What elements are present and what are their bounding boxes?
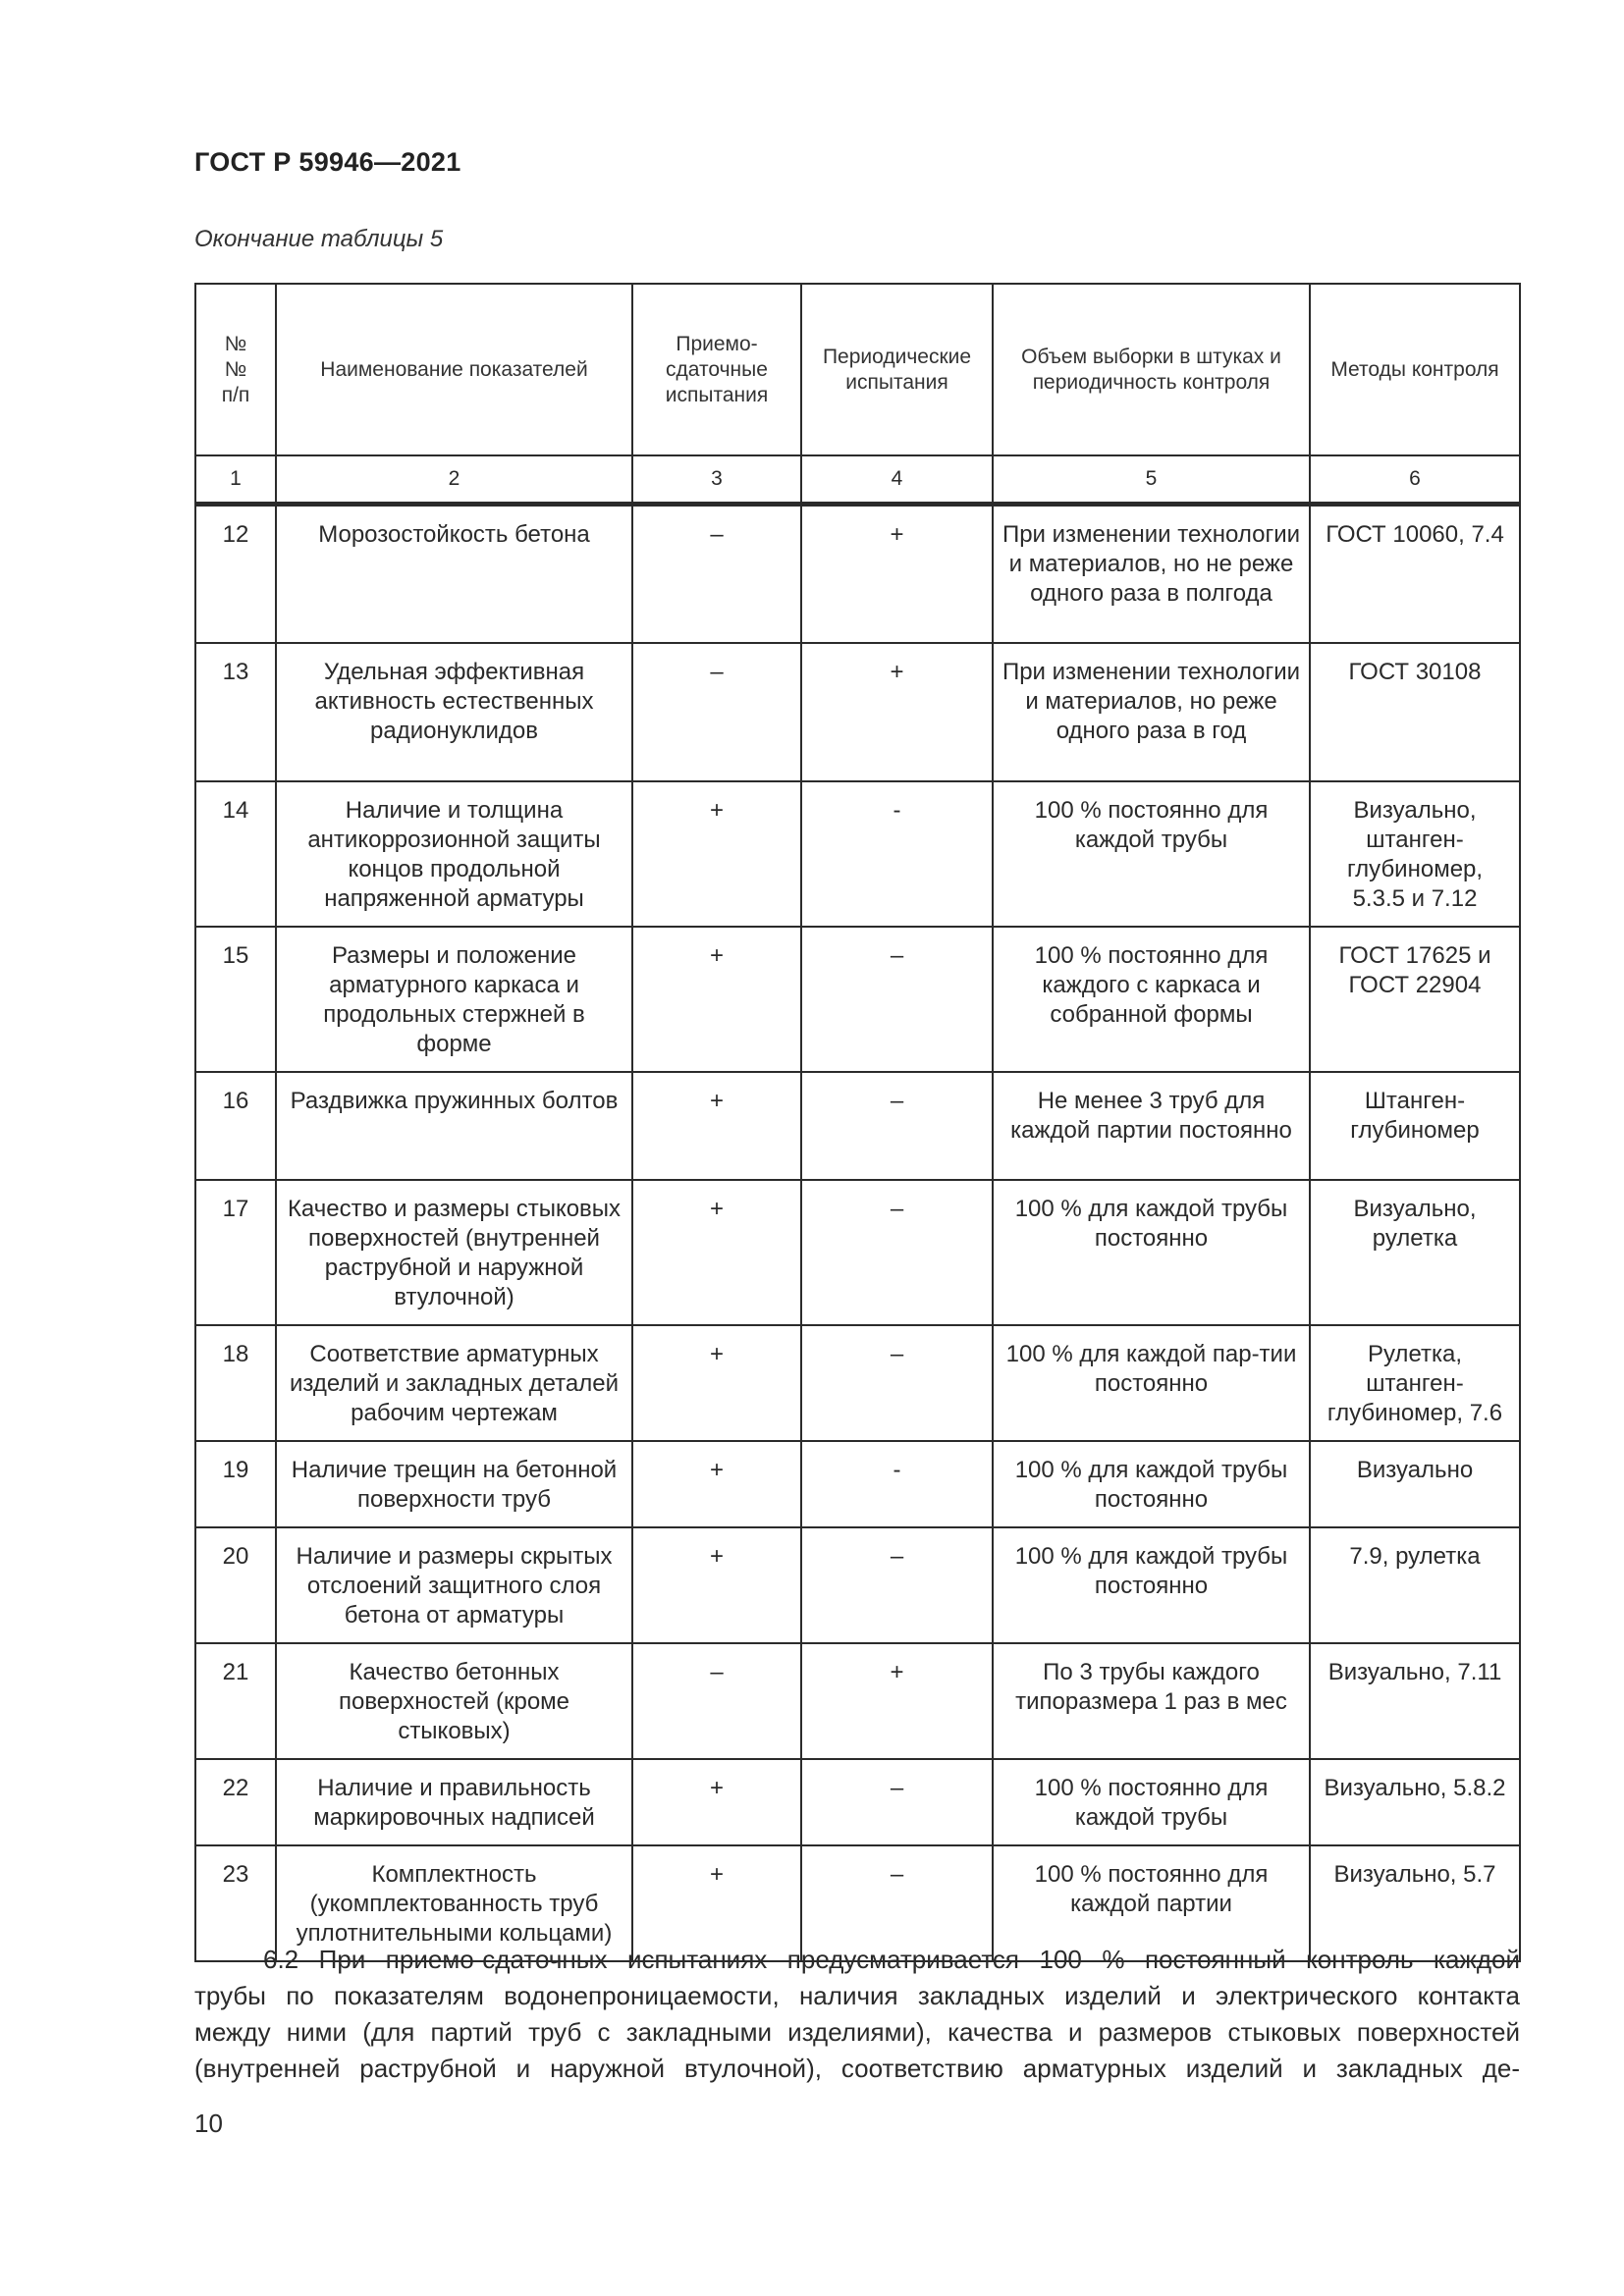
document-code: ГОСТ Р 59946—2021	[194, 147, 461, 177]
acceptance-test: +	[632, 781, 801, 927]
indicator-name: Комплектность (укомплектованность труб уплотнительными кольцами)	[276, 1845, 632, 1961]
header-cell: Объем выборки в штуках и периодичность контроля	[993, 284, 1310, 455]
table-row	[195, 505, 1520, 643]
indicator-name: Качество и размеры стыковых поверхностей (внутренней раструбной и наружной втулочной)	[276, 1180, 632, 1325]
table-row	[195, 1527, 1520, 1643]
control-methods: ГОСТ 10060, 7.4	[1310, 505, 1520, 643]
row-number: 15	[195, 927, 276, 1072]
row-number: 17	[195, 1180, 276, 1325]
periodic-test: +	[801, 643, 993, 781]
column-number: 4	[801, 455, 993, 505]
column-number: 5	[993, 455, 1310, 505]
column-number-row	[195, 455, 1520, 505]
periodic-test: –	[801, 1072, 993, 1180]
row-number: 23	[195, 1845, 276, 1961]
periodic-test: -	[801, 781, 993, 927]
indicator-name: Качество бетонных поверхностей (кроме стыковых)	[276, 1643, 632, 1759]
sample-size: Не менее 3 труб для каждой партии постоянно	[993, 1072, 1310, 1180]
table-header-row	[195, 284, 1520, 455]
periodic-test: –	[801, 1527, 993, 1643]
table-row	[195, 1180, 1520, 1325]
row-number: 20	[195, 1527, 276, 1643]
control-methods: ГОСТ 30108	[1310, 643, 1520, 781]
acceptance-test: +	[632, 1180, 801, 1325]
indicator-name: Соответствие арматурных изделий и закладных деталей рабочим чертежам	[276, 1325, 632, 1441]
sample-size: 100 % постоянно для каждой трубы	[993, 1759, 1310, 1845]
control-methods: Визуально, 5.8.2	[1310, 1759, 1520, 1845]
periodic-test: –	[801, 1180, 993, 1325]
header-cell: №№ п/п	[195, 284, 276, 455]
inspection-table	[194, 283, 1521, 1962]
periodic-test: +	[801, 1643, 993, 1759]
sample-size: 100 % для каждой трубы постоянно	[993, 1527, 1310, 1643]
control-methods: Визуально, 7.11	[1310, 1643, 1520, 1759]
column-number: 6	[1310, 455, 1520, 505]
indicator-name: Удельная эффективная активность естественных радионуклидов	[276, 643, 632, 781]
row-number: 19	[195, 1441, 276, 1527]
sample-size: 100 % для каждой пар-тии постоянно	[993, 1325, 1310, 1441]
sample-size: 100 % постоянно для каждого с каркаса и собранной формы	[993, 927, 1310, 1072]
paragraph-line: 6.2 При приемо-сдаточных испытаниях предусматривается 100 % постоянный контроль каждой	[263, 1945, 1520, 1974]
control-methods: Штанген-глубиномер	[1310, 1072, 1520, 1180]
periodic-test: -	[801, 1441, 993, 1527]
row-number: 16	[195, 1072, 276, 1180]
sample-size: 100 % для каждой трубы постоянно	[993, 1441, 1310, 1527]
sample-size: 100 % постоянно для каждой партии	[993, 1845, 1310, 1961]
header-cell: Методы контроля	[1310, 284, 1520, 455]
periodic-test: –	[801, 927, 993, 1072]
header-cell: Наименование показателей	[276, 284, 632, 455]
acceptance-test: –	[632, 505, 801, 643]
table-row	[195, 1643, 1520, 1759]
row-number: 12	[195, 505, 276, 643]
row-number: 18	[195, 1325, 276, 1441]
control-methods: Рулетка, штанген-глубиномер, 7.6	[1310, 1325, 1520, 1441]
acceptance-test: –	[632, 1643, 801, 1759]
header-cell: Приемо-сдаточные испытания	[632, 284, 801, 455]
sample-size: По 3 трубы каждого типоразмера 1 раз в мес	[993, 1643, 1310, 1759]
acceptance-test: –	[632, 643, 801, 781]
row-number: 13	[195, 643, 276, 781]
table-caption: Окончание таблицы 5	[194, 226, 444, 252]
acceptance-test: +	[632, 1759, 801, 1845]
page-number: 10	[194, 2109, 223, 2138]
periodic-test: –	[801, 1759, 993, 1845]
acceptance-test: +	[632, 1325, 801, 1441]
table-row	[195, 1072, 1520, 1180]
indicator-name: Наличие трещин на бетонной поверхности труб	[276, 1441, 632, 1527]
column-number: 3	[632, 455, 801, 505]
row-number: 14	[195, 781, 276, 927]
sample-size: При изменении технологии и материалов, но реже одного раза в год	[993, 643, 1310, 781]
periodic-test: –	[801, 1325, 993, 1441]
column-number: 1	[195, 455, 276, 505]
control-methods: ГОСТ 17625 и ГОСТ 22904	[1310, 927, 1520, 1072]
table-row	[195, 781, 1520, 927]
acceptance-test: +	[632, 1527, 801, 1643]
control-methods: 7.9, рулетка	[1310, 1527, 1520, 1643]
table-row	[195, 1759, 1520, 1845]
acceptance-test: +	[632, 1845, 801, 1961]
paragraph-line: (внутренней раструбной и наружной втулочной), соответствию арматурных изделий и закладных де-	[194, 2054, 1520, 2083]
control-methods: Визуально, рулетка	[1310, 1180, 1520, 1325]
acceptance-test: +	[632, 1441, 801, 1527]
sample-size: При изменении технологии и материалов, но не реже одного раза в полгода	[993, 505, 1310, 643]
periodic-test: +	[801, 505, 993, 643]
control-methods: Визуально, штанген-глубиномер, 5.3.5 и 7.12	[1310, 781, 1520, 927]
table-row	[195, 927, 1520, 1072]
indicator-name: Наличие и толщина антикоррозионной защиты концов продольной напряженной арматуры	[276, 781, 632, 927]
indicator-name: Наличие и размеры скрытых отслоений защитного слоя бетона от арматуры	[276, 1527, 632, 1643]
sample-size: 100 % постоянно для каждой трубы	[993, 781, 1310, 927]
paragraph-line: трубы по показателям водонепроницаемости, наличия закладных изделий и электрического контакта	[194, 1981, 1520, 2010]
table-row	[195, 1325, 1520, 1441]
indicator-name: Размеры и положение арматурного каркаса и продольных стержней в форме	[276, 927, 632, 1072]
paragraph-6-2	[194, 1942, 1520, 2087]
row-number: 22	[195, 1759, 276, 1845]
control-methods: Визуально, 5.7	[1310, 1845, 1520, 1961]
indicator-name: Раздвижка пружинных болтов	[276, 1072, 632, 1180]
table-row	[195, 643, 1520, 781]
acceptance-test: +	[632, 1072, 801, 1180]
acceptance-test: +	[632, 927, 801, 1072]
paragraph-line: между ними (для партий труб с закладными изделиями), качества и размеров стыковых поверхностей	[194, 2017, 1520, 2047]
table-row	[195, 1441, 1520, 1527]
periodic-test: –	[801, 1845, 993, 1961]
row-number: 21	[195, 1643, 276, 1759]
sample-size: 100 % для каждой трубы постоянно	[993, 1180, 1310, 1325]
control-methods: Визуально	[1310, 1441, 1520, 1527]
indicator-name: Морозостойкость бетона	[276, 505, 632, 643]
column-number: 2	[276, 455, 632, 505]
header-cell: Периодические испытания	[801, 284, 993, 455]
indicator-name: Наличие и правильность маркировочных надписей	[276, 1759, 632, 1845]
